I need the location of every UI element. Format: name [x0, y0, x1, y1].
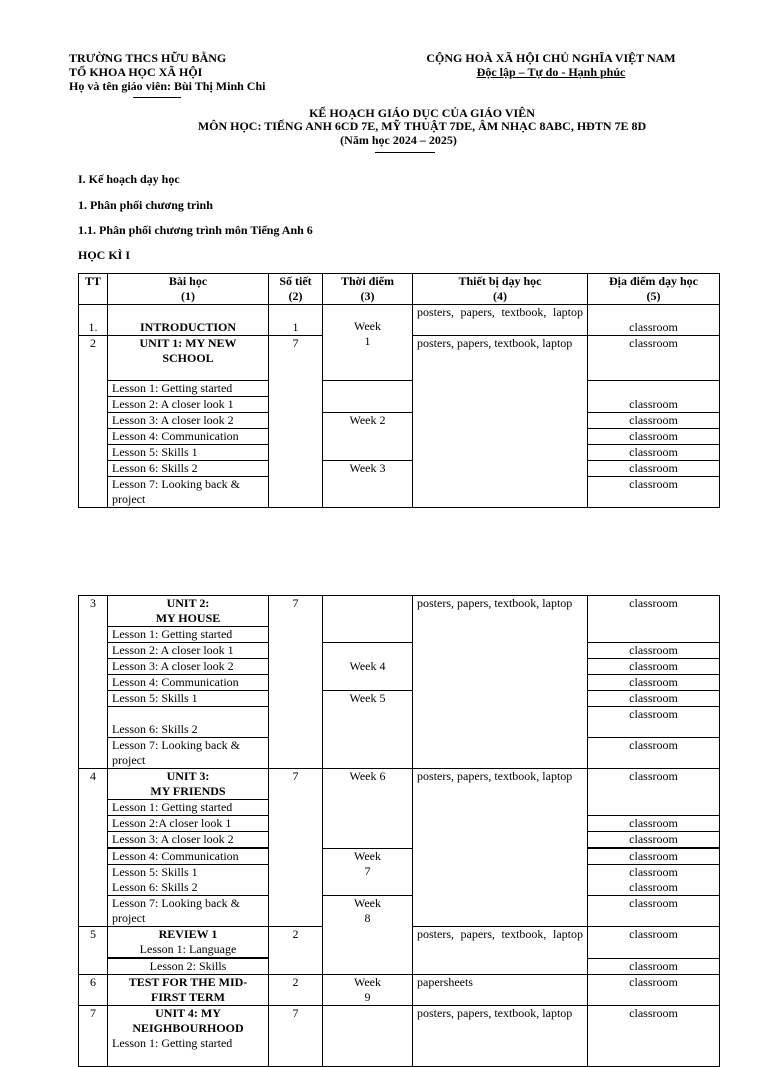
place-text: classroom [629, 865, 678, 879]
header-text: Bài học [168, 274, 208, 288]
place-cell: classroom [588, 397, 720, 413]
table-row [79, 975, 720, 1006]
week-label: Week [353, 319, 382, 333]
title-underline [375, 152, 435, 153]
table-row [79, 643, 720, 659]
week-label: Week [353, 849, 382, 863]
week-cell: Week 2 [323, 413, 413, 461]
lesson-item: Lesson 6: Skills 2 [108, 461, 269, 477]
week-number: 7 [364, 864, 371, 878]
lesson-item: Lesson 5: Skills 1 [108, 691, 269, 707]
table-row [79, 1006, 720, 1067]
place-cell: classroom [588, 596, 720, 627]
table-row [79, 691, 720, 707]
curriculum-table-part-2 [78, 595, 720, 1067]
week-cell [323, 1006, 413, 1067]
period-count: 2 [269, 927, 323, 975]
header-number: (2) [288, 289, 303, 303]
header-text: Địa điểm dạy học [608, 274, 698, 288]
header-lesson [108, 274, 269, 305]
curriculum-table-part-1 [78, 273, 720, 508]
row-number: 3 [79, 596, 108, 769]
lesson-item: Lesson 3: A closer look 2 [108, 832, 269, 848]
place-cell: classroom [588, 769, 720, 800]
table-row [79, 461, 720, 477]
lesson-item: Lesson 4: Communication [108, 675, 269, 691]
section-heading: 1.1. Phân phối chương trình môn Tiếng Anh 6 [78, 223, 313, 237]
lesson-title [108, 769, 269, 800]
place-cell: classroom [588, 445, 720, 461]
equipment-cell: posters, papers, textbook, laptop [413, 336, 588, 508]
header-text: Thời điểm [341, 274, 394, 288]
lesson-item: Lesson 2: A closer look 1 [108, 643, 269, 659]
lesson-item: Lesson 1: Getting started [108, 800, 269, 816]
place-cell: classroom [588, 413, 720, 429]
table-row [79, 596, 720, 627]
week-cell [323, 975, 413, 1006]
place-cell: classroom [588, 816, 720, 832]
week-label: Week [353, 896, 382, 910]
row-number: 5 [79, 927, 108, 975]
place-cell: classroom [588, 896, 720, 927]
nation-title: CỘNG HOÀ XÃ HỘI CHỦ NGHĨA VIỆT NAM [426, 51, 676, 65]
table-row [79, 397, 720, 413]
lesson-item: Lesson 1: Getting started [112, 1036, 233, 1050]
place-cell: classroom [588, 975, 720, 1006]
week-cell [323, 849, 413, 896]
lesson-title: TEST FOR THE MID-FIRST TERM [108, 975, 269, 1006]
header-periods [269, 274, 323, 305]
lesson-item [108, 707, 269, 723]
week-cell [323, 596, 413, 643]
teacher-name: Họ và tên giáo viên: Bùi Thị Minh Chi [69, 79, 266, 93]
header-text: Số tiết [279, 274, 312, 288]
week-number: 1 [364, 334, 371, 348]
header-time [323, 274, 413, 305]
place-cell: classroom [588, 659, 720, 675]
lesson-item: Lesson 5: Skills 1 [108, 445, 269, 461]
place-cell: classroom [588, 927, 720, 958]
lesson-item: Lesson 3: A closer look 2 [108, 659, 269, 675]
school-name: TRƯỜNG THCS HỮU BẰNG [69, 51, 227, 65]
place-cell [588, 627, 720, 643]
place-cell: classroom [588, 707, 720, 738]
place-cell: classroom [588, 675, 720, 691]
unit-name: MY FRIENDS [150, 784, 226, 798]
teacher-underline [133, 97, 181, 98]
header-number: (1) [181, 289, 195, 303]
lesson-item: Lesson 2:A closer look 1 [108, 816, 269, 832]
place-cell: classroom [588, 429, 720, 445]
place-cell: classroom [588, 959, 720, 975]
equipment-cell: posters, papers, textbook, laptop [413, 1006, 588, 1067]
period-count: 7 [269, 769, 323, 927]
lesson-text: Lesson 5: Skills 1 [112, 865, 198, 879]
week-cell: Week 5 [323, 691, 413, 769]
lesson-text: Lesson 6: Skills 2 [112, 880, 198, 894]
table-row [79, 381, 720, 397]
lesson-item: Lesson 3: A closer look 2 [108, 413, 269, 429]
place-cell: classroom [588, 691, 720, 707]
lesson-title [108, 927, 269, 958]
table-row [79, 305, 720, 336]
section-heading: 1. Phân phối chương trình [78, 198, 213, 212]
review-title: REVIEW 1 [158, 927, 218, 941]
place-cell [588, 800, 720, 816]
place-cell [588, 865, 720, 896]
week-number: 9 [364, 990, 371, 1004]
lesson-item: Lesson 2: A closer look 1 [108, 397, 269, 413]
lesson-title: INTRODUCTION [108, 305, 269, 336]
week-cell: Week 4 [323, 643, 413, 691]
header-number: (5) [646, 289, 661, 303]
place-cell: classroom [588, 849, 720, 865]
plan-title: KẾ HOẠCH GIÁO DỤC CỦA GIÁO VIÊN [309, 106, 535, 120]
header-equipment [413, 274, 588, 305]
row-number: 7 [79, 1006, 108, 1067]
week-cell [323, 896, 413, 975]
week-cell [323, 305, 413, 381]
row-number: 6 [79, 975, 108, 1006]
equipment-cell: papersheets [413, 975, 588, 1006]
table-row [79, 413, 720, 429]
equipment-cell: posters, papers, textbook, laptop [413, 927, 588, 975]
header-text: Thiết bị dạy học [458, 274, 542, 288]
lesson-item: Lesson 2: Skills [108, 959, 269, 975]
place-cell: classroom [588, 477, 720, 508]
place-cell: classroom [588, 643, 720, 659]
school-year: (Năm học 2024 – 2025) [340, 133, 457, 147]
place-cell: classroom [588, 738, 720, 769]
week-cell [323, 381, 413, 397]
row-number: 1. [79, 305, 108, 336]
semester-heading: HỌC KÌ I [78, 248, 131, 262]
section-heading: I. Kế hoạch dạy học [78, 172, 180, 186]
place-cell: classroom [588, 336, 720, 381]
lesson-item: Lesson 6: Skills 2 [108, 722, 269, 738]
row-number: 2 [79, 336, 108, 508]
subject-line: MÔN HỌC: TIẾNG ANH 6CD 7E, MỸ THUẬT 7DE, ÂM NHẠC 8ABC, HĐTN 7E 8D [197, 119, 647, 133]
lesson-item: Lesson 4: Communication [108, 849, 269, 865]
lesson-item: Lesson 1: Getting started [108, 627, 269, 643]
week-number: 8 [364, 911, 371, 925]
lesson-item: Lesson 7: Looking back & project [108, 738, 269, 769]
lesson-title [108, 1006, 269, 1067]
unit-label: UNIT 2: [166, 596, 210, 610]
unit-name: MY HOUSE [155, 611, 221, 625]
lesson-item: Lesson 1: Getting started [108, 381, 269, 397]
unit-title: UNIT 4: MY NEIGHBOURHOOD [132, 1006, 244, 1035]
lesson-item: Lesson 4: Communication [108, 429, 269, 445]
nation-motto: Độc lập – Tự do - Hạnh phúc [476, 65, 626, 79]
lesson-item: Lesson 7: Looking back & project [108, 896, 269, 927]
unit-label: UNIT 3: [166, 769, 210, 783]
equipment-cell: posters, papers, textbook, laptop [413, 596, 588, 769]
week-cell: Week 6 [323, 769, 413, 849]
week-label: Week [353, 975, 382, 989]
department-name: TỔ KHOA HỌC XÃ HỘI [69, 65, 203, 79]
lesson-title: UNIT 1: MY NEW SCHOOL [108, 336, 269, 381]
week-cell [323, 397, 413, 413]
lesson-text: Lesson 1: Language [139, 942, 237, 956]
row-number: 4 [79, 769, 108, 927]
equipment-cell: posters, papers, textbook, laptop [413, 305, 588, 336]
period-count: 7 [269, 596, 323, 769]
table-row [79, 849, 720, 865]
place-cell: classroom [588, 832, 720, 848]
lesson-item [108, 865, 269, 896]
place-text: classroom [629, 880, 678, 894]
period-count: 7 [269, 336, 323, 508]
place-cell: classroom [588, 305, 720, 336]
place-cell: classroom [588, 1006, 720, 1067]
place-cell: classroom [588, 461, 720, 477]
equipment-cell: posters, papers, textbook, laptop [413, 769, 588, 927]
header-tt: TT [79, 274, 108, 305]
week-cell: Week 3 [323, 461, 413, 508]
period-count: 7 [269, 1006, 323, 1067]
table-row [79, 896, 720, 927]
lesson-title [108, 596, 269, 627]
header-number: (4) [493, 289, 507, 303]
period-count: 1 [269, 305, 323, 336]
lesson-item: Lesson 7: Looking back & project [108, 477, 269, 508]
header-number: (3) [360, 289, 375, 303]
header-place [588, 274, 720, 305]
place-cell [588, 381, 720, 397]
table-row [79, 769, 720, 800]
table-header-row [79, 274, 720, 305]
period-count: 2 [269, 975, 323, 1006]
